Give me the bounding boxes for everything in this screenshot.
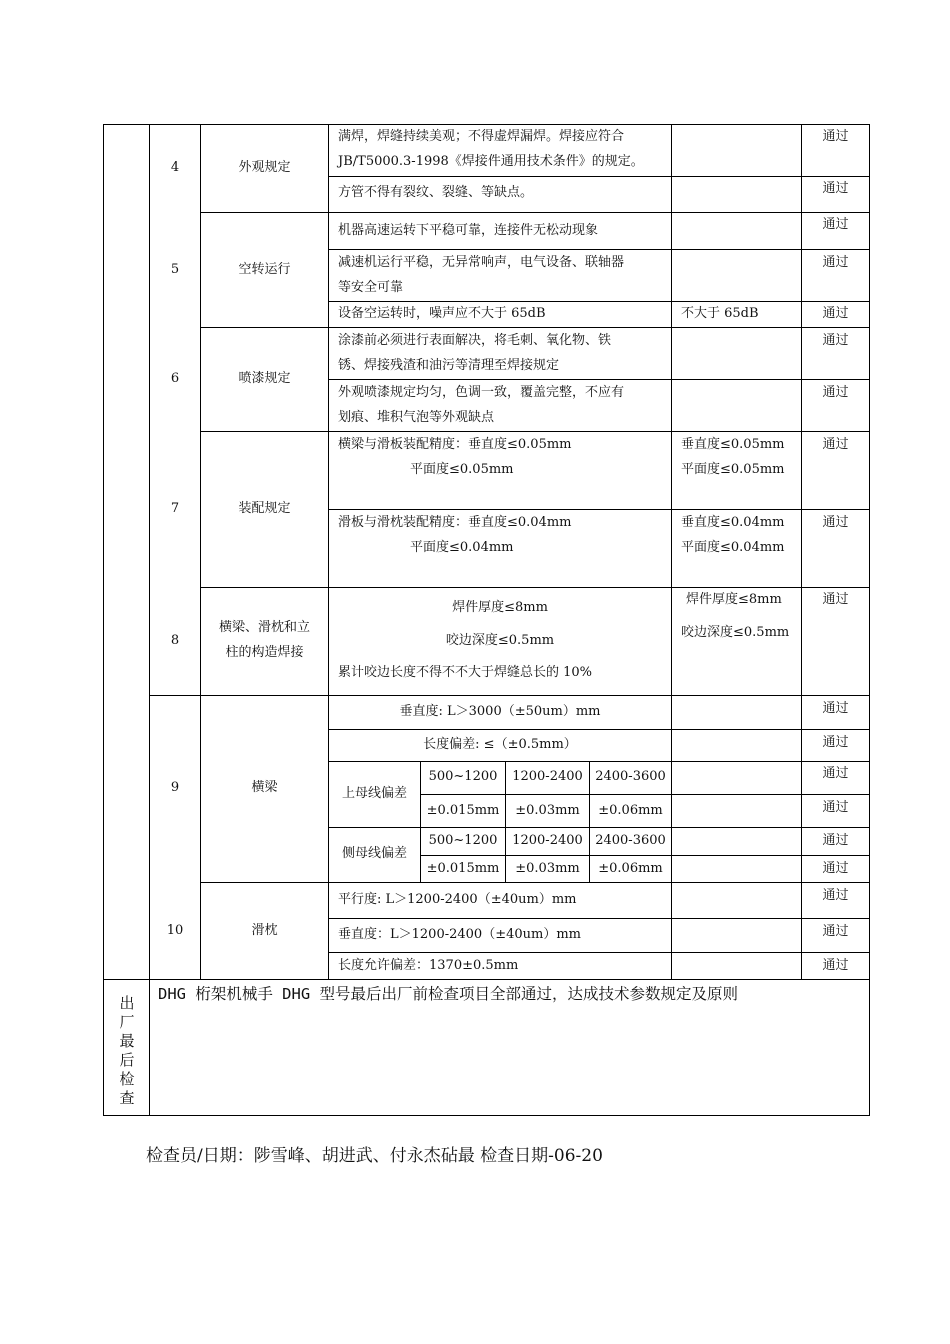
tolerance-cell: ±0.03mm	[515, 803, 580, 818]
result-pass: 通过	[822, 306, 849, 321]
inspector-signature-line: 检查员/日期：陟雪峰、胡进武、付永杰砧最 检查日期-06-20	[146, 1146, 603, 1166]
requirement-text: 滑板与滑枕装配精度：垂直度≤0.04mm	[338, 515, 572, 530]
result-pass: 通过	[822, 958, 849, 973]
range-cell: 500~1200	[428, 769, 498, 784]
result-pass: 通过	[822, 800, 849, 815]
result-pass: 通过	[822, 924, 849, 939]
requirement-text: 咬边深度≤0.5mm	[445, 633, 555, 648]
requirement-text: 焊件厚度≤8mm	[452, 600, 548, 615]
item-no: 6	[170, 371, 180, 386]
requirement-text: 锈、焊接残渣和油污等清理至焊接规定	[338, 358, 560, 373]
result-pass: 通过	[822, 592, 849, 607]
upper-busbar-label: 上母线偏差	[341, 786, 407, 801]
range-cell: 1200-2400	[512, 769, 583, 784]
item-no: 4	[170, 160, 180, 175]
range-cell: 2400-3600	[595, 769, 666, 784]
tolerance-cell: ±0.06mm	[598, 803, 663, 818]
result-pass: 通过	[822, 833, 849, 848]
requirement-text: 长度偏差: ≤（±0.5mm）	[423, 737, 577, 752]
measured-value: 不大于 65dB	[681, 306, 759, 321]
result-pass: 通过	[822, 217, 849, 232]
requirement-text: JB/T5000.3-1998《焊接件通用技术条件》的规定。	[338, 154, 644, 169]
requirement-text: 外观喷漆规定均匀，色调一致，覆盖完整，不应有	[338, 385, 625, 400]
range-cell: 500~1200	[428, 833, 498, 848]
result-pass: 通过	[822, 385, 849, 400]
item-name: 喷漆规定	[238, 371, 291, 386]
tolerance-cell: ±0.015mm	[426, 803, 500, 818]
requirement-text: 涂漆前必须进行表面解决，将毛刺、氧化物、铁	[338, 333, 612, 348]
item-name: 装配规定	[238, 501, 291, 516]
tolerance-cell: ±0.03mm	[515, 861, 580, 876]
measured-value: 平面度≤0.05mm	[681, 462, 785, 477]
measured-value: 垂直度≤0.05mm	[681, 437, 785, 452]
tolerance-cell: ±0.015mm	[426, 861, 500, 876]
requirement-text: 平行度: L＞1200-2400（±40um）mm	[338, 892, 577, 907]
item-no: 5	[170, 262, 180, 277]
requirement-text: 满焊，焊缝持续美观；不得虚焊漏焊。焊接应符合	[338, 129, 625, 144]
item-name: 滑枕	[251, 923, 278, 938]
result-pass: 通过	[822, 701, 849, 716]
item-no: 8	[170, 633, 180, 648]
measured-value: 焊件厚度≤8mm	[686, 592, 782, 607]
side-busbar-label: 侧母线偏差	[341, 846, 407, 861]
requirement-text: 平面度≤0.05mm	[410, 462, 514, 477]
measured-value: 垂直度≤0.04mm	[681, 515, 785, 530]
requirement-text: 垂直度：L＞1200-2400（±40um）mm	[338, 927, 581, 942]
item-name: 横梁、滑枕和立	[218, 620, 310, 635]
result-pass: 通过	[822, 888, 849, 903]
result-pass: 通过	[822, 129, 849, 144]
result-pass: 通过	[822, 255, 849, 270]
item-name: 柱的构造焊接	[225, 645, 304, 660]
result-pass: 通过	[822, 766, 849, 781]
requirement-text: 机器高速运转下平稳可靠，连接件无松动现象	[338, 223, 599, 238]
requirement-text: 平面度≤0.04mm	[410, 540, 514, 555]
measured-value: 平面度≤0.04mm	[681, 540, 785, 555]
requirement-text: 垂直度: L＞3000（±50um）mm	[399, 704, 601, 719]
requirement-text: 减速机运行平稳，无异常响声，电气设备、联轴器	[338, 255, 625, 270]
result-pass: 通过	[822, 735, 849, 750]
requirement-text: 长度允许偏差：1370±0.5mm	[338, 958, 519, 973]
item-no: 9	[170, 780, 180, 795]
item-name: 空转运行	[238, 262, 291, 277]
item-no: 7	[170, 501, 180, 516]
measured-value: 咬边深度≤0.5mm	[681, 625, 790, 640]
item-name: 外观规定	[238, 160, 291, 175]
requirement-text: 等安全可靠	[338, 280, 404, 295]
item-no: 10	[166, 923, 184, 938]
result-pass: 通过	[822, 181, 849, 196]
result-pass: 通过	[822, 437, 849, 452]
final-inspection-text: DHG 桁架机械手 DHG 型号最后出厂前检查项目全部通过，达成技术参数规定及原则	[158, 985, 738, 1003]
result-pass: 通过	[822, 333, 849, 348]
result-pass: 通过	[822, 861, 849, 876]
requirement-text: 划痕、堆积气泡等外观缺点	[338, 410, 495, 425]
range-cell: 1200-2400	[512, 833, 583, 848]
requirement-text: 方管不得有裂纹、裂缝、等缺点。	[338, 185, 534, 200]
requirement-text: 设备空运转时，噪声应不大于 65dB	[338, 306, 546, 321]
result-pass: 通过	[822, 515, 849, 530]
tolerance-cell: ±0.06mm	[598, 861, 663, 876]
final-inspection-label: 出 厂 最 后 检 查	[119, 994, 135, 1107]
requirement-text: 累计咬边长度不得不不大于焊缝总长的 10%	[338, 665, 593, 680]
item-name: 横梁	[251, 780, 278, 795]
range-cell: 2400-3600	[595, 833, 666, 848]
requirement-text: 横梁与滑板装配精度：垂直度≤0.05mm	[338, 437, 572, 452]
